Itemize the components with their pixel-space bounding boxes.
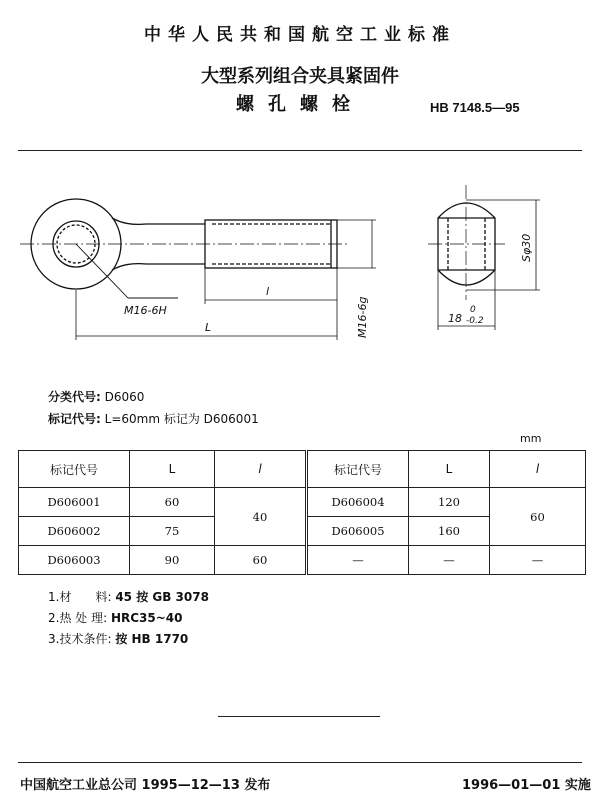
header-L-left: L	[130, 451, 215, 488]
header-code-left: 标记代号	[19, 451, 130, 488]
dim-L-label: L	[205, 321, 212, 334]
table-row	[19, 488, 586, 517]
thread-label: M16-6H	[124, 304, 167, 317]
classification-line	[48, 388, 144, 405]
note-label: 1.材 料:	[48, 590, 112, 604]
cell-l: —	[490, 546, 586, 575]
note-label: 3.技术条件:	[48, 632, 112, 646]
note-value: HRC35~40	[110, 611, 183, 625]
cell-code: —	[307, 546, 409, 575]
cell-L: 75	[130, 517, 215, 546]
unit-label: mm	[520, 432, 542, 445]
cell-code: D606005	[307, 517, 409, 546]
cell-code: D606002	[19, 517, 130, 546]
standard-number: HB 7148.5—95	[430, 100, 520, 115]
neck-top	[112, 218, 205, 224]
marking-label: 标记代号:	[48, 412, 101, 426]
cell-L: 120	[409, 488, 490, 517]
cell-code: D606004	[307, 488, 409, 517]
bolt-drawing	[0, 150, 600, 350]
cell-l: 60	[215, 546, 307, 575]
note-value: 按 HB 1770	[115, 632, 189, 646]
cell-L: —	[409, 546, 490, 575]
classification-value: D6060	[104, 390, 145, 404]
end-rule	[218, 716, 380, 717]
dim-l-label: l	[266, 285, 270, 298]
issued-line: 中国航空工业总公司 1995—12—13 发布	[20, 778, 271, 793]
dim-width-label: 18	[448, 312, 462, 325]
title-line-1: 大型系列组合夹具紧固件	[201, 66, 399, 87]
dim-sphere-label: Sφ30	[520, 233, 533, 262]
cell-code: D606003	[19, 546, 130, 575]
note-label: 2.热 处 理:	[48, 611, 108, 625]
header-l-left: l	[215, 451, 307, 488]
header-code-right: 标记代号	[307, 451, 409, 488]
note-value: 45 按 GB 3078	[115, 590, 209, 604]
neck-bottom	[112, 264, 205, 270]
dim-width-tol-upper: 0	[470, 305, 476, 315]
cell-l-merged: 40	[215, 488, 307, 546]
header-L-right: L	[409, 451, 490, 488]
classification-label: 分类代号:	[48, 390, 101, 404]
standard-name: 中华人民共和国航空工业标准	[144, 25, 456, 45]
spec-table	[18, 450, 586, 575]
effective-line: 1996—01—01 实施	[462, 778, 591, 793]
marking-line	[48, 410, 259, 427]
marking-value: L=60mm 标记为 D606001	[104, 412, 259, 426]
note-3	[48, 630, 188, 647]
footer-divider	[18, 762, 582, 763]
cell-L: 60	[130, 488, 215, 517]
cell-code: D606001	[19, 488, 130, 517]
dim-width-tol-lower: -0.2	[466, 316, 484, 326]
cell-l-merged: 60	[490, 488, 586, 546]
table-header-row	[19, 451, 586, 488]
cell-L: 90	[130, 546, 215, 575]
dim-thread-label: M16-6g	[356, 296, 369, 338]
table-row	[19, 546, 586, 575]
note-1	[48, 588, 209, 605]
note-2	[48, 609, 183, 626]
header-l-right: l	[490, 451, 586, 488]
title-line-2: 螺孔螺栓	[236, 94, 364, 115]
cell-L: 160	[409, 517, 490, 546]
